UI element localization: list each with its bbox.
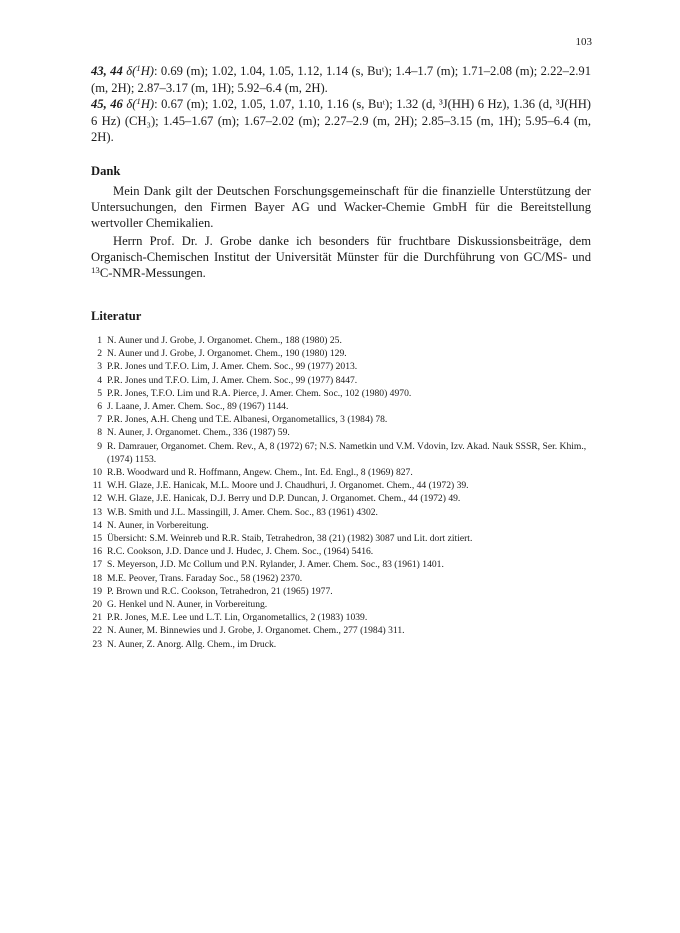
reference-number: 14 bbox=[92, 519, 102, 531]
reference-number: 3 bbox=[97, 361, 102, 373]
reference-number: 2 bbox=[97, 348, 102, 360]
reference-number: 12 bbox=[92, 493, 102, 505]
reference-number: 4 bbox=[97, 374, 102, 386]
reference-item bbox=[91, 334, 591, 347]
reference-text: W.H. Glaze, J.E. Hanicak, D.J. Berry und D.P. Duncan, J. Organomet. Chem., 44 (1972) 49. bbox=[107, 493, 461, 505]
reference-text: S. Meyerson, J.D. Mc Collum und P.N. Rylander, J. Amer. Chem. Soc., 83 (1961) 1401. bbox=[107, 559, 444, 571]
reference-number: 9 bbox=[97, 440, 102, 452]
reference-text: M.E. Peover, Trans. Faraday Soc., 58 (1962) 2370. bbox=[107, 572, 303, 584]
reference-text: P.R. Jones und T.F.O. Lim, J. Amer. Chem. Soc., 99 (1977) 2013. bbox=[107, 361, 358, 373]
reference-number: 7 bbox=[97, 414, 102, 426]
reference-text: N. Auner, M. Binnewies und J. Grobe, J. Organomet. Chem., 277 (1984) 311. bbox=[107, 625, 405, 637]
reference-number: 11 bbox=[92, 480, 102, 492]
reference-number: 6 bbox=[97, 401, 102, 413]
reference-item bbox=[91, 545, 591, 558]
reference-text: W.H. Glaze, J.E. Hanicak, M.L. Moore und J. Chaudhuri, J. Organomet. Chem., 44 (1972) 39. bbox=[107, 480, 469, 492]
reference-number: 13 bbox=[92, 506, 102, 518]
reference-item bbox=[91, 638, 591, 651]
nmr-delta-label: δ($^1$H) bbox=[126, 96, 155, 112]
dank-paragraph-1: Mein Dank gilt der Deutschen Forschungsgemeinschaft für die finanzielle Unterstützung der Untersuchungen, den Firmen Bayer AG und Wacker-Chemie GmbH für die Bereitstellung wertvoller Chemikalien. bbox=[91, 184, 591, 231]
reference-item bbox=[91, 360, 591, 373]
reference-text: N. Auner, J. Organomet. Chem., 336 (1987) 59. bbox=[107, 427, 290, 439]
reference-number: 23 bbox=[92, 638, 102, 650]
reference-item bbox=[91, 387, 591, 400]
reference-item bbox=[91, 479, 591, 492]
nmr-entry-45-46 bbox=[91, 96, 591, 146]
dank-section bbox=[91, 183, 591, 282]
reference-text: R. Damrauer, Organomet. Chem. Rev., A, 8 (1972) 67; N.S. Nametkin und V.M. Vdovin, Izv. Akad. Nauk SSSR, Ser. Khim., (1974) 1153. bbox=[107, 440, 587, 465]
reference-item bbox=[91, 558, 591, 571]
reference-item bbox=[91, 519, 591, 532]
reference-text: N. Auner und J. Grobe, J. Organomet. Chem., 190 (1980) 129. bbox=[107, 348, 347, 360]
reference-list bbox=[91, 334, 591, 651]
nmr-entry-43-44 bbox=[91, 63, 591, 96]
reference-item bbox=[91, 347, 591, 360]
reference-number: 20 bbox=[92, 599, 102, 611]
reference-item bbox=[91, 400, 591, 413]
reference-text: N. Auner und J. Grobe, J. Organomet. Chem., 188 (1980) 25. bbox=[107, 335, 342, 346]
reference-text: R.C. Cookson, J.D. Dance und J. Hudec, J. Chem. Soc., (1964) 5416. bbox=[107, 546, 374, 558]
reference-text: N. Auner, in Vorbereitung. bbox=[107, 519, 209, 531]
reference-text: P.R. Jones und T.F.O. Lim, J. Amer. Chem. Soc., 99 (1977) 8447. bbox=[107, 374, 358, 386]
reference-item bbox=[91, 440, 591, 466]
nmr-data-block bbox=[91, 63, 591, 146]
reference-number: 5 bbox=[97, 387, 102, 399]
compound-numbers: 43, 44 bbox=[91, 64, 123, 78]
dank-paragraph-2: Herrn Prof. Dr. J. Grobe danke ich besonders für fruchtbare Diskussionsbeiträge, dem Organisch-Chemischen Institut der Universität Münster für die Durchführung von GC/MS- und $^{13}$C-NMR-Messungen. bbox=[91, 233, 591, 281]
reference-number: 21 bbox=[92, 612, 102, 624]
reference-number: 16 bbox=[92, 546, 102, 558]
reference-item bbox=[91, 413, 591, 426]
reference-item bbox=[91, 585, 591, 598]
reference-item bbox=[91, 492, 591, 505]
reference-text: R.B. Woodward und R. Hoffmann, Angew. Chem., Int. Ed. Engl., 8 (1969) 827. bbox=[107, 467, 413, 479]
reference-text: J. Laane, J. Amer. Chem. Soc., 89 (1967) 1144. bbox=[107, 401, 289, 413]
reference-item bbox=[91, 374, 591, 387]
reference-item bbox=[91, 532, 591, 545]
reference-number: 17 bbox=[92, 559, 102, 571]
reference-item bbox=[91, 624, 591, 637]
literatur-heading: Literatur bbox=[91, 309, 142, 323]
reference-number: 22 bbox=[92, 625, 102, 637]
dank-heading: Dank bbox=[91, 164, 121, 178]
reference-item bbox=[91, 572, 591, 585]
nmr-shifts: : 0.69 (m); 1.02, 1.04, 1.05, 1.12, 1.14 (s, Buᵗ); 1.4–1.7 (m); 1.71–2.08 (m); 2.22–2.91 (m, 2H); 2.87–3.17 (m, 1H); 5.92–6.4 (m, 2H). bbox=[91, 64, 592, 95]
reference-item bbox=[91, 466, 591, 479]
reference-number: 10 bbox=[92, 467, 102, 479]
reference-item bbox=[91, 426, 591, 439]
nmr-delta-label: δ($^1$H) bbox=[126, 63, 154, 78]
compound-numbers: 45, 46 bbox=[91, 97, 123, 112]
reference-number: 1 bbox=[97, 335, 102, 346]
reference-number: 8 bbox=[97, 427, 102, 439]
reference-text: P.R. Jones, A.H. Cheng und T.E. Albanesi, Organometallics, 3 (1984) 78. bbox=[107, 414, 388, 426]
reference-text: P. Brown und R.C. Cookson, Tetrahedron, 21 (1965) 1977. bbox=[107, 585, 333, 597]
reference-text: G. Henkel und N. Auner, in Vorbereitung. bbox=[107, 599, 268, 611]
reference-text: P.R. Jones, T.F.O. Lim und R.A. Pierce, J. Amer. Chem. Soc., 102 (1980) 4970. bbox=[107, 387, 412, 399]
reference-text: Übersicht: S.M. Weinreb und R.R. Staib, Tetrahedron, 38 (21) (1982) 3087 und Lit. dort zitiert. bbox=[107, 533, 473, 545]
reference-number: 18 bbox=[92, 572, 102, 584]
reference-text: P.R. Jones, M.E. Lee und L.T. Lin, Organometallics, 2 (1983) 1039. bbox=[107, 612, 368, 624]
reference-item bbox=[91, 506, 591, 519]
reference-number: 19 bbox=[92, 585, 102, 597]
reference-text: W.B. Smith und J.L. Massingill, J. Amer. Chem. Soc., 83 (1961) 4302. bbox=[107, 506, 378, 518]
reference-item bbox=[91, 611, 591, 624]
nmr-shifts: : 0.67 (m); 1.02, 1.05, 1.07, 1.10, 1.16 (s, Buᵗ); 1.32 (d, ³J(HH) 6 Hz), 1.36 (d, ³J(HH) 6 Hz) (CH₃); 1.45–1.67 (m); 1.67–2.02 (m); 2.27–2.9 (m, 2H); 2.85–3.15 (m, 1H); 5.95–6.4 (m, 2H). bbox=[91, 97, 591, 145]
reference-item bbox=[91, 598, 591, 611]
reference-number: 15 bbox=[92, 533, 102, 545]
page-number: 103 bbox=[575, 36, 592, 48]
reference-text: N. Auner, Z. Anorg. Allg. Chem., im Druck. bbox=[107, 638, 277, 650]
